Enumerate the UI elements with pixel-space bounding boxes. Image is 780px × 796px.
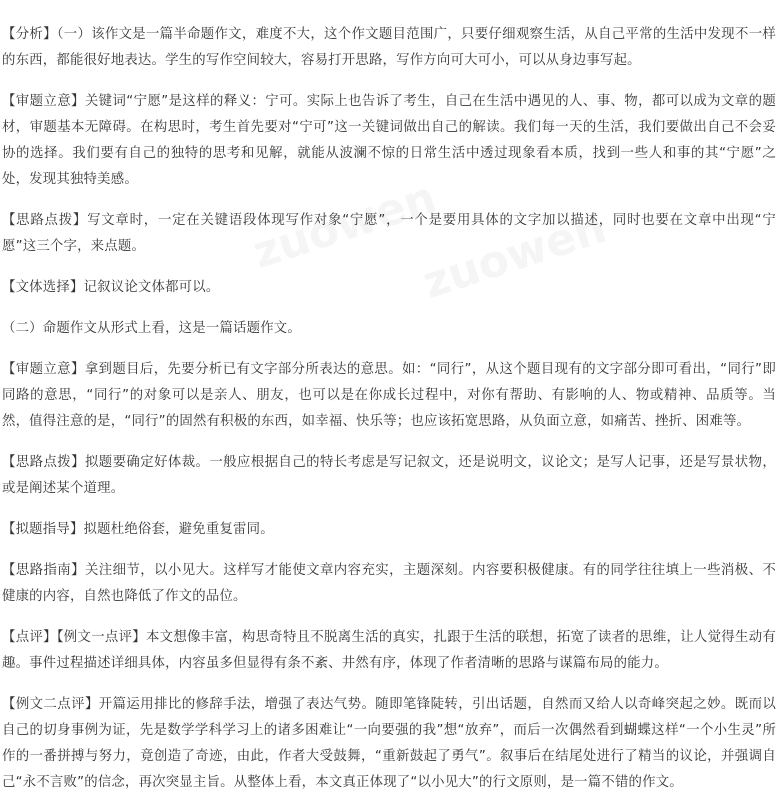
paragraph-idea-guidance-1: 【思路点拨】写文章时，一定在关键语段体现写作对象“宁愿”，一个是要用具体的文字加以描述，同时也要在文章中出现“宁愿”这三个字，来点题。: [2, 213, 776, 254]
paragraph-idea-guidance-2: 【思路点拨】拟题要确定好体裁。一般应根据自己的特长考虑是写记叙文，还是说明文，议论文；是写人记事，还是写景状物，或是阐述某个道理。: [2, 455, 776, 496]
paragraph-analysis: 【分析】（一）该作文是一篇半命题作文，难度不大，这个作文题目范围广，只要仔细观察生活，从自己平常的生活中发现不一样的东西，都能很好地表达。学生的写作空间较大，容易打开思路，写作方向可大可小，可以从身边事写起。: [2, 27, 776, 68]
paragraph-comment-example-one: 【点评】【例文一点评】本文想像丰富，构思奇特且不脱离生活的真实，扎跟于生活的联想，拓宽了读者的思维，让人觉得生动有趣。事件过程描述详细具体，内容虽多但显得有条不紊、井然有序，体现了作者清晰的思路与谋篇布局的能力。: [2, 630, 776, 671]
paragraph-comment-example-two: 【例文二点评】开篇运用排比的修辞手法，增强了表达气势。随即笔锋陡转，引出话题，自然而又给人以奇峰突起之妙。既而以自己的切身事例为证，先是数学学科学习上的诸多困难让“一向要强的我”想“放弃”，而后一次偶然看到蝴蝶这样“一个小生灵”所作的一番拼搏与努力，竟创造了奇迹，由此，作者大受鼓舞，“重新鼓起了勇气”。叙事后在结尾处进行了精当的议论，并强调自己“永不言败”的信念，再次突显主旨。从整体上看，本文真正体现了“以小见大”的行文原则，是一篇不错的作文。: [2, 697, 776, 790]
paragraph-topic-interpretation-1: 【审题立意】关键词“宁愿”是这样的释义：宁可。实际上也告诉了考生，自己在生活中遇见的人、事、物，都可以成为文章的题材，审题基本无障碍。在构思时，考生首先要对“宁可”这一关键词做出自己的解读。我们每一天的生活，我们要做出自己不会妥协的选择。我们要有自己的独特的思考和见解，就能从波澜不惊的日常生活中透过现象看本质，找到一些人和事的其“宁愿”之处，发现其独特美感。: [2, 94, 776, 187]
paragraph-title-guidance: 【拟题指导】拟题杜绝俗套，避免重复雷同。: [2, 522, 274, 537]
watermark: zuowen: [246, 172, 443, 279]
paragraph-part-two-intro: （二）命题作文从形式上看，这是一篇话题作文。: [2, 321, 301, 336]
paragraph-idea-guide: 【思路指南】关注细节，以小见大。这样写才能使文章内容充实，主题深刻。内容要积极健康。有的同学往往填上一些消极、不健康的内容，自然也降低了作文的品位。: [2, 563, 776, 604]
watermark: zuowen: [416, 202, 613, 309]
paragraph-topic-interpretation-2: 【审题立意】拿到题目后，先要分析已有文字部分所表达的意思。如：“同行”，从这个题目现有的文字部分即可看出，“同行”即同路的意思，“同行”的对象可以是亲人、朋友，也可以是在你成长过程中，对你有帮助、有影响的人、物或精神、品质等。当然，值得注意的是，“同行”的固然有积极的东西，如幸福、快乐等；也应该拓宽思路，从负面立意，如痛苦、挫折、困难等。: [2, 362, 776, 429]
paragraph-genre-choice: 【文体选择】记叙议论文体都可以。: [2, 280, 220, 295]
document-body: [2, 0, 776, 796]
